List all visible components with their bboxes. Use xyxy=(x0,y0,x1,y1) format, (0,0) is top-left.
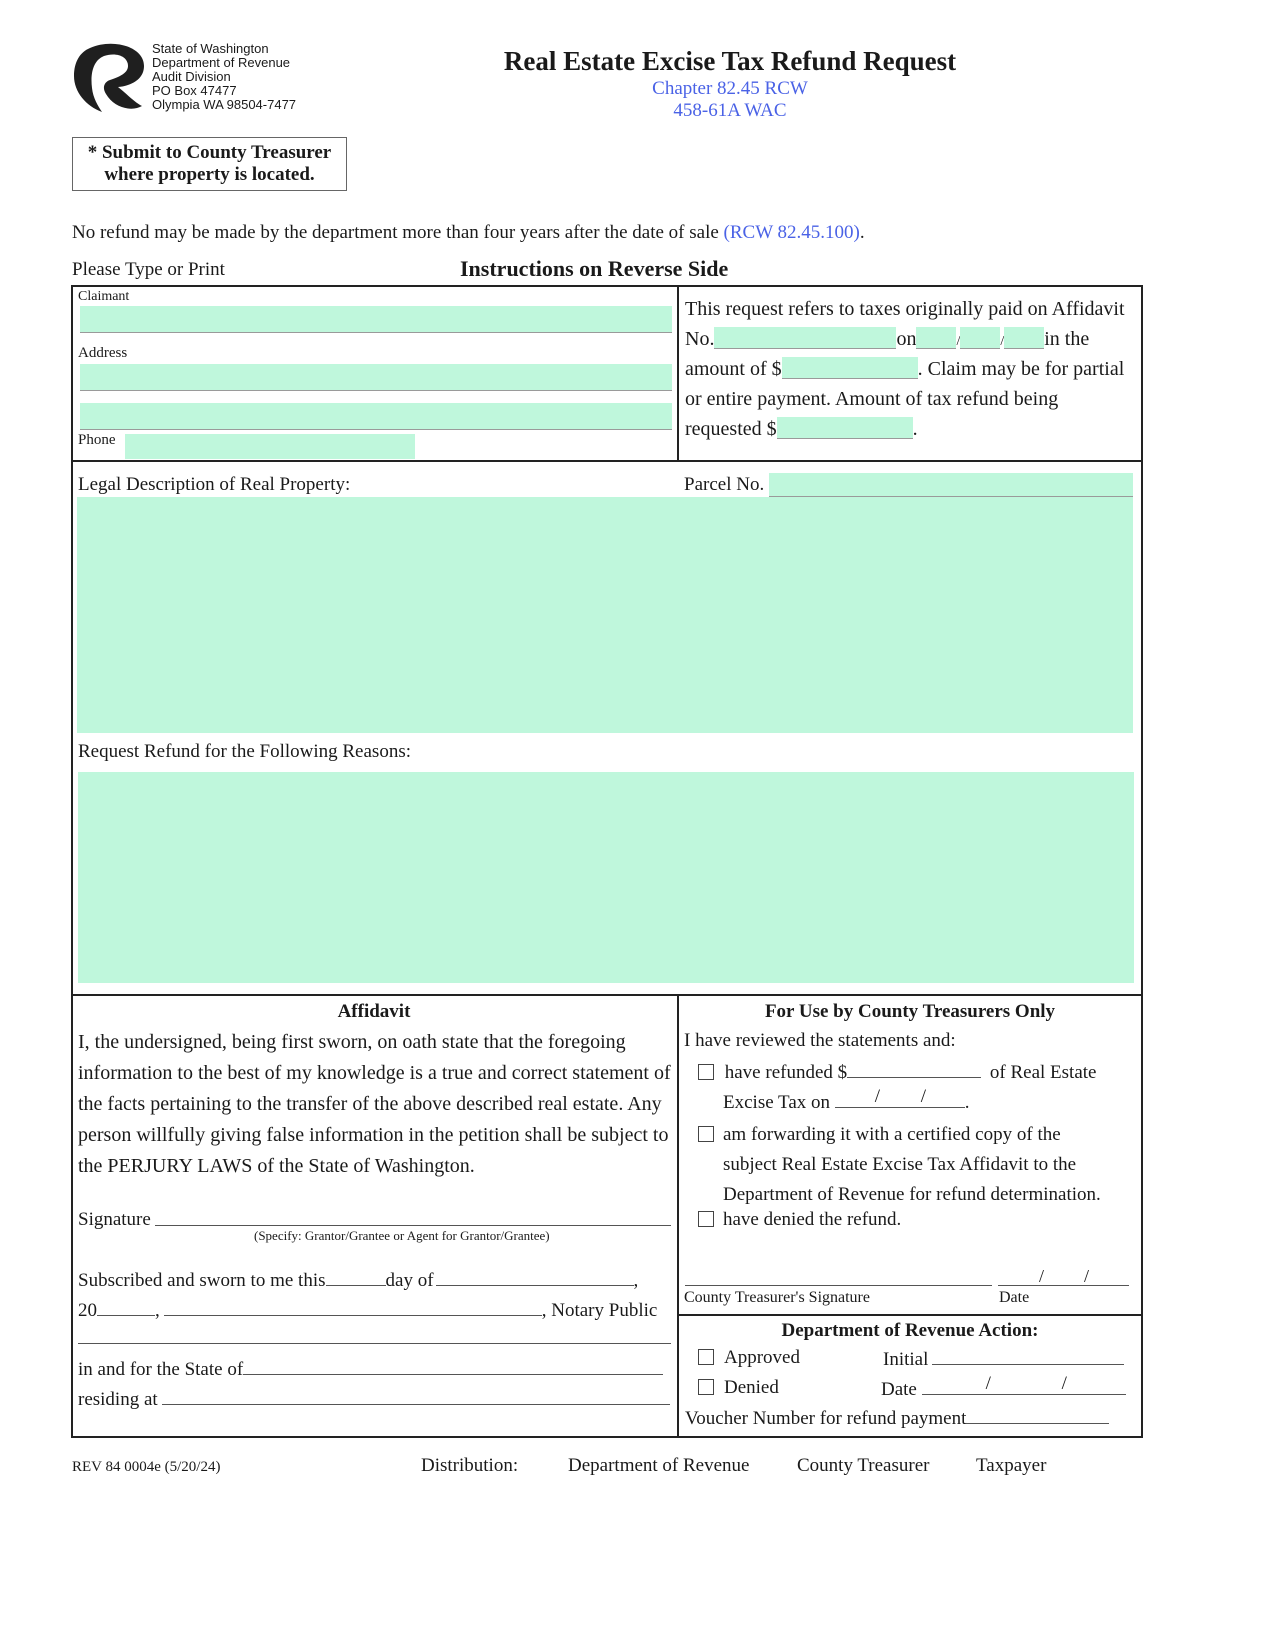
reviewed-label: I have reviewed the statements and: xyxy=(684,1030,956,1051)
signature-line[interactable] xyxy=(155,1205,671,1226)
affidavit-line: the facts pertaining to the transfer of the above described real estate. Any xyxy=(78,1093,662,1115)
denied-refund-label: have denied the refund. xyxy=(723,1209,902,1230)
affidavit-heading: Affidavit xyxy=(337,1001,411,1022)
subscribed-label: Subscribed and sworn to me this xyxy=(78,1270,326,1291)
slash: / xyxy=(956,334,961,349)
chapter-link[interactable]: Chapter 82.45 RCW xyxy=(652,78,808,99)
forwarding-checkbox-icon[interactable] xyxy=(698,1126,714,1142)
legal-description-field[interactable] xyxy=(77,497,1133,733)
affidavit-text xyxy=(78,1027,674,1182)
county-heading: For Use by County Treasurers Only xyxy=(764,1001,1056,1022)
notary-label: , Notary Public xyxy=(541,1300,658,1321)
residing-field[interactable] xyxy=(162,1387,670,1405)
on-label: on xyxy=(896,328,917,350)
dor-date-label: Date xyxy=(881,1379,917,1400)
org-line: PO Box 47477 xyxy=(152,83,237,98)
phone-label: Phone xyxy=(78,432,116,448)
address-field-2[interactable] xyxy=(80,403,672,430)
divider xyxy=(677,994,679,1438)
claimant-field[interactable] xyxy=(80,306,672,333)
distribution-county: County Treasurer xyxy=(797,1455,930,1476)
dor-logo-icon xyxy=(72,42,148,114)
slash: / xyxy=(1039,1266,1045,1286)
subscribed-line xyxy=(78,1268,638,1292)
signature-label: Signature xyxy=(78,1209,151,1230)
affidavit-no-field[interactable] xyxy=(714,327,896,349)
divider xyxy=(71,460,1143,462)
day-of-label: day of xyxy=(385,1270,434,1291)
org-line: Olympia WA 98504-7477 xyxy=(152,97,297,112)
voucher-row xyxy=(685,1406,1109,1430)
period: . xyxy=(964,1092,970,1113)
forwarding-line: Department of Revenue for refund determination. xyxy=(723,1184,1101,1205)
notary-blank-line[interactable] xyxy=(78,1322,671,1344)
reasons-field[interactable] xyxy=(78,772,1134,983)
legal-description-label: Legal Description of Real Property: xyxy=(78,474,351,495)
approved-checkbox-icon[interactable] xyxy=(698,1349,714,1365)
amount-of-label: amount of $ xyxy=(685,358,782,380)
notice-end: . xyxy=(859,222,865,243)
distribution-dor: Department of Revenue xyxy=(568,1455,750,1476)
treasurer-signature-label: County Treasurer's Signature xyxy=(684,1289,870,1306)
treasurer-signature-line[interactable] xyxy=(685,1266,992,1286)
dor-date-field[interactable] xyxy=(922,1373,1126,1395)
forwarding-line: subject Real Estate Excise Tax Affidavit to the xyxy=(723,1154,1077,1175)
refers-line1: This request refers to taxes originally paid on Affidavit xyxy=(685,298,1125,320)
slash: / xyxy=(1000,334,1005,349)
refund-amount-field[interactable] xyxy=(777,417,913,439)
refers-line5 xyxy=(685,414,1137,444)
please-type-label: Please Type or Print xyxy=(72,259,225,280)
address-field-1[interactable] xyxy=(80,364,672,391)
form-title: Real Estate Excise Tax Refund Request xyxy=(503,46,957,76)
slash: / xyxy=(920,1086,927,1107)
affidavit-line: person willfully giving false information in the petition shall be subject to xyxy=(78,1124,669,1146)
day-field[interactable] xyxy=(326,1268,386,1286)
submit-note-line2: where property is located. xyxy=(104,164,315,185)
distribution-label: Distribution: xyxy=(421,1455,519,1476)
voucher-label: Voucher Number for refund payment xyxy=(685,1408,967,1429)
claimant-label: Claimant xyxy=(78,289,130,304)
dor-denied-label: Denied xyxy=(724,1377,779,1398)
parcel-no-field[interactable] xyxy=(769,473,1133,497)
specify-note: (Specify: Grantor/Grantee or Agent for Grantor/Grantee) xyxy=(254,1228,550,1243)
state-of-line xyxy=(78,1357,663,1381)
initial-row xyxy=(883,1347,1124,1371)
rcw-link[interactable]: (RCW 82.45.100) xyxy=(723,222,860,243)
refers-block xyxy=(685,294,1137,444)
org-line: Audit Division xyxy=(152,69,231,84)
initial-field[interactable] xyxy=(932,1347,1124,1365)
no-label: No. xyxy=(685,328,715,350)
year-field[interactable] xyxy=(97,1298,155,1316)
treasurer-date-line[interactable] xyxy=(998,1266,1129,1286)
refund-notice xyxy=(72,222,865,244)
divider xyxy=(71,994,1143,996)
of-real-estate-label: of Real Estate xyxy=(989,1062,1097,1083)
excise-tax-on-label: Excise Tax on xyxy=(723,1092,831,1113)
request-reasons-label: Request Refund for the Following Reasons: xyxy=(78,741,411,762)
claim-partial-text: . Claim may be for partial xyxy=(917,358,1125,380)
form-number: REV 84 0004e (5/20/24) xyxy=(72,1459,221,1475)
in-and-for-label: in and for the State of xyxy=(78,1359,244,1380)
state-field[interactable] xyxy=(243,1357,663,1375)
excise-row xyxy=(723,1086,970,1114)
residing-at-label: residing at xyxy=(78,1389,158,1410)
denied-checkbox-icon[interactable] xyxy=(698,1211,714,1227)
refers-line4: or entire payment. Amount of tax refund being xyxy=(685,388,1059,410)
forwarding-line: am forwarding it with a certified copy of the xyxy=(723,1124,1061,1145)
submit-note-box xyxy=(72,137,347,191)
distribution-taxpayer: Taxpayer xyxy=(976,1455,1047,1476)
month-field[interactable] xyxy=(436,1268,634,1286)
slash: / xyxy=(1084,1266,1090,1286)
refunded-amount-field[interactable] xyxy=(847,1060,981,1078)
slash: / xyxy=(1061,1373,1067,1394)
date-day-field[interactable] xyxy=(960,327,1000,349)
notary-line xyxy=(78,1298,657,1322)
wac-link[interactable]: 458-61A WAC xyxy=(673,100,787,121)
period: . xyxy=(912,418,918,440)
slash: / xyxy=(874,1086,881,1107)
approved-row xyxy=(698,1347,800,1369)
twenty-label: 20 xyxy=(78,1300,97,1321)
parcel-no-label: Parcel No. xyxy=(684,474,765,495)
dor-action-heading: Department of Revenue Action: xyxy=(781,1320,1039,1341)
refunded-checkbox-icon[interactable] xyxy=(698,1064,714,1080)
instructions-label: Instructions on Reverse Side xyxy=(460,256,729,281)
submit-note-line1: * Submit to County Treasurer xyxy=(87,142,332,163)
phone-field[interactable] xyxy=(125,434,415,459)
dor-date-row xyxy=(881,1373,1126,1401)
org-address xyxy=(152,42,296,112)
org-line: State of Washington xyxy=(152,41,269,56)
slash: / xyxy=(985,1373,991,1394)
org-line: Department of Revenue xyxy=(152,55,291,70)
divider xyxy=(677,285,679,461)
amount-paid-field[interactable] xyxy=(782,357,918,379)
in-the-label: in the xyxy=(1044,328,1090,350)
address-label: Address xyxy=(78,345,128,361)
residing-line xyxy=(78,1387,670,1411)
requested-label: requested $ xyxy=(685,418,777,440)
refunded-row xyxy=(698,1060,1096,1084)
initial-label: Initial xyxy=(883,1349,929,1370)
denied-row xyxy=(698,1209,901,1231)
notary-name-field[interactable] xyxy=(164,1298,542,1316)
forwarding-row xyxy=(698,1120,1101,1210)
dor-denied-checkbox-icon[interactable] xyxy=(698,1379,714,1395)
treasurer-date-label: Date xyxy=(999,1289,1030,1306)
affidavit-line: the PERJURY LAWS of the State of Washington. xyxy=(78,1155,475,1177)
refunded-label: have refunded $ xyxy=(724,1062,848,1083)
date-year-field[interactable] xyxy=(1004,327,1044,349)
refers-line3 xyxy=(685,354,1137,384)
comma: , xyxy=(633,1270,639,1291)
affidavit-line: I, the undersigned, being first sworn, on oath state that the foregoing xyxy=(78,1031,626,1053)
dor-denied-row xyxy=(698,1377,779,1399)
approved-label: Approved xyxy=(724,1347,800,1368)
divider xyxy=(677,1314,1143,1316)
comma: , xyxy=(155,1300,160,1321)
affidavit-line: information to the best of my knowledge is a true and correct statement of xyxy=(78,1062,671,1084)
refers-line2 xyxy=(685,324,1137,354)
excise-date-field[interactable] xyxy=(835,1086,965,1108)
notice-text: No refund may be made by the department more than four years after the date of sale xyxy=(72,222,724,243)
voucher-field[interactable] xyxy=(966,1406,1109,1424)
date-month-field[interactable] xyxy=(916,327,956,349)
